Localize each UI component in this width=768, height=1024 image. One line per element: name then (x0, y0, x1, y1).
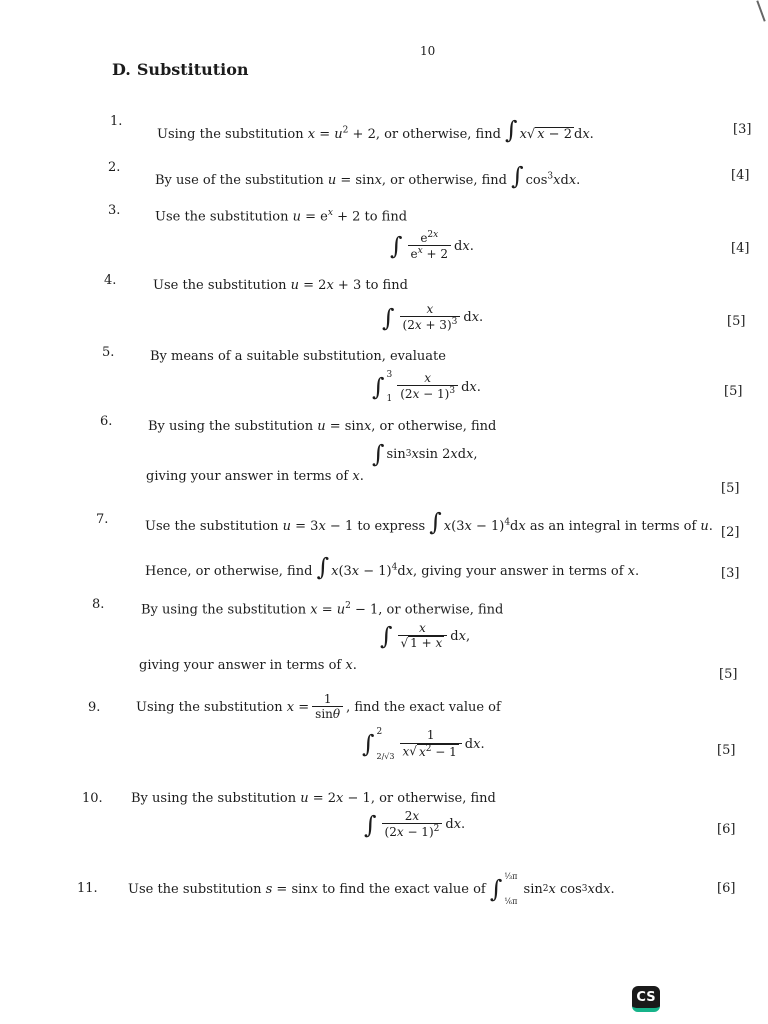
question-text: By using the substitution u = sinx, or otherwise, find (148, 419, 497, 434)
page-edge-mark (756, 0, 765, 21)
question-number: 10. (82, 791, 103, 806)
integral-expression: ∫ 3 1 $\frac{x}{(2x - 1)^3}$ d x . (372, 370, 481, 404)
question-text-part2: Hence, or otherwise, find ∫ $x(3x - 1)^4dx$, giving your answer in terms of x. (145, 553, 640, 581)
question-number: 5. (102, 345, 115, 360)
question-marks: [5] (721, 481, 740, 496)
integral-expression: ∫ sin 3 x sin 2 x d x , (372, 440, 478, 468)
question-marks: [2] (721, 525, 740, 540)
camscanner-badge: CS (632, 986, 660, 1012)
question-text: Use the substitution u = 3x − 1 to express ∫ $x(3x - 1)^4dx$ as an integral in terms of u. (145, 508, 713, 536)
section-name: Substitution (136, 60, 249, 79)
question-marks: [4] (731, 168, 750, 183)
question-number: 3. (108, 203, 121, 218)
question-marks: [5] (717, 743, 736, 758)
question-marks: [4] (731, 241, 750, 256)
question-marks: [5] (719, 667, 738, 682)
question-text: Use the substitution s = sin x to find the exact value of ∫ ⅓π ⅙π sin 2 x cos 3 x d x . (128, 872, 615, 906)
question-number: 11. (77, 881, 98, 896)
question-marks: [3] (733, 122, 752, 137)
integral-expression: ∫ x √ 1 + x d x , (380, 621, 471, 651)
question-number: 2. (108, 160, 121, 175)
section-title (112, 60, 249, 79)
integral-expression: ∫ $\frac{x}{(2x + 3)^3}$ d x . (382, 302, 484, 333)
integral-expression: ∫ 2 2/√3 1 x√ $x^2 - 1$ d x . (362, 727, 485, 761)
integral-expression: ∫ $\frac{e^{2x}}{e^x + 2}$ d x . (390, 230, 474, 262)
question-marks: [5] (724, 384, 743, 399)
question-followup: giving your answer in terms of x. (139, 658, 357, 673)
question-followup: giving your answer in terms of x. (146, 469, 364, 484)
question-marks: [6] (717, 822, 736, 837)
question-number: 1. (110, 114, 123, 129)
question-marks-part2: [3] (721, 566, 740, 581)
page-number: 10 (420, 44, 436, 58)
question-text: By using the substitution u = 2x − 1, or otherwise, find (131, 791, 496, 806)
question-marks: [6] (717, 881, 736, 896)
question-text: By using the substitution $x = u^2 - 1$, or otherwise, find (141, 601, 504, 618)
question-marks: [5] (727, 314, 746, 329)
question-text: Use the substitution $u = e^x + 2$ to find (155, 208, 408, 225)
question-number: 6. (100, 414, 113, 429)
question-text: Using the substitution $x = u^2 + 2$, or otherwise, find ∫ x√ x − 2 dx. (157, 116, 594, 144)
question-text: By means of a suitable substitution, evaluate (150, 349, 446, 364)
question-number: 7. (96, 512, 109, 527)
question-text: By use of the substitution u = sinx, or otherwise, find ∫ $\cos^3xdx$. (155, 162, 581, 190)
integral-expression: ∫ $\frac{2x}{(2x - 1)^2}$ d x . (364, 809, 466, 840)
section-letter: D. (112, 60, 131, 79)
question-text: Use the substitution u = 2x + 3 to find (153, 278, 408, 293)
question-number: 4. (104, 273, 117, 288)
question-text: Using the substitution x = $\frac{1}{\sin\theta}$ , find the exact value of (136, 692, 501, 722)
question-number: 8. (92, 597, 105, 612)
question-number: 9. (88, 700, 101, 715)
